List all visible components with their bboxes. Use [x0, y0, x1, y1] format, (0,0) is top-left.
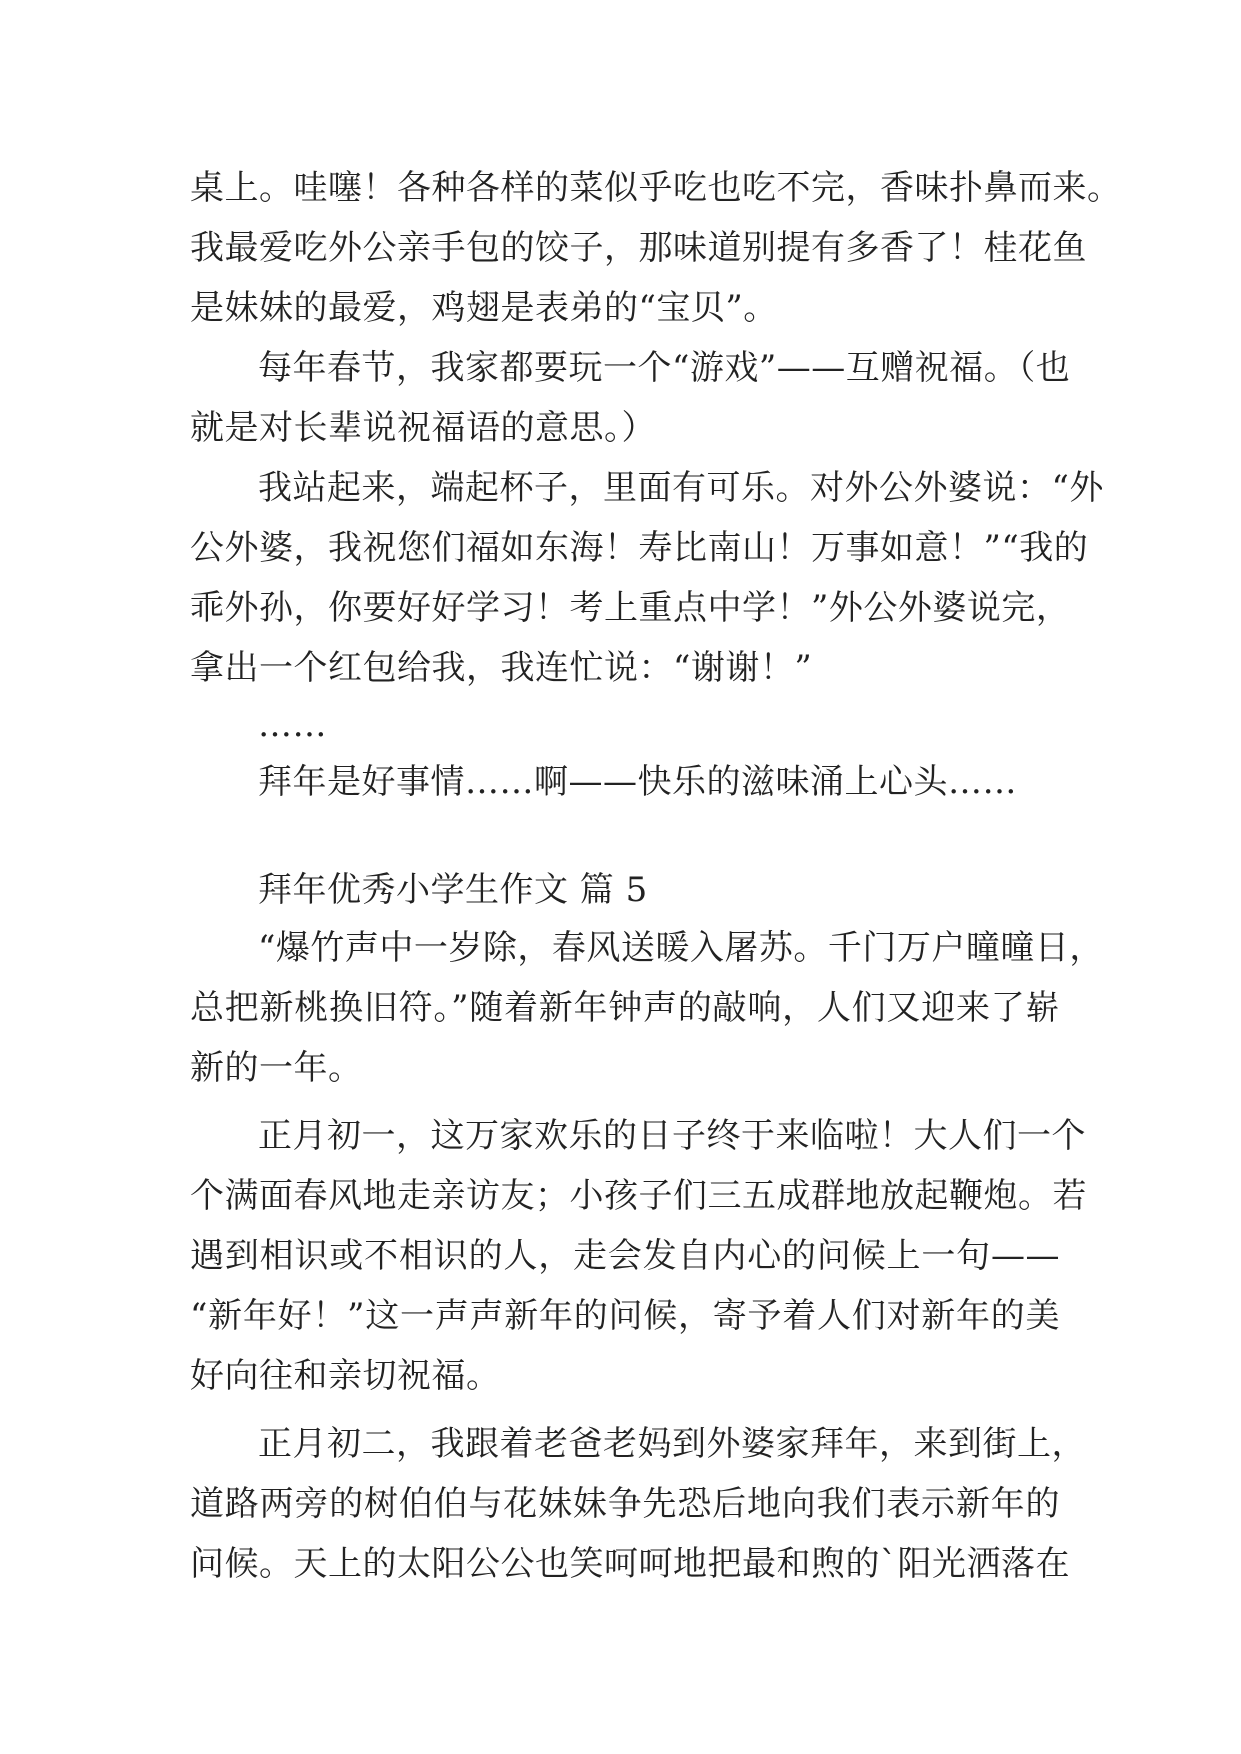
text-line: “新年好！”这一声声新年的问候，寄予着人们对新年的美	[190, 1296, 1060, 1336]
ellipsis-line: ……	[258, 705, 327, 745]
text-line: 遇到相识或不相识的人，走会发自内心的问候上一句——	[190, 1236, 1060, 1276]
text-line: 乖外孙，你要好好学习！考上重点中学！”外公外婆说完，	[190, 588, 1071, 628]
paragraph-start-line: 正月初一，这万家欢乐的日子终于来临啦！大人们一个	[258, 1116, 1086, 1156]
paragraph-start-line: 拜年是好事情……啊——快乐的滋味涌上心头……	[258, 762, 1017, 802]
text-line: 新的一年。	[190, 1048, 363, 1088]
text-line: 是妹妹的最爱，鸡翅是表弟的“宝贝”。	[190, 288, 778, 328]
text-line: 总把新桃换旧符。”随着新年钟声的敲响，人们又迎来了崭	[190, 988, 1060, 1028]
text-line: 问候。天上的太阳公公也笑呵呵地把最和煦的`阳光洒落在	[190, 1544, 1070, 1584]
paragraph-start-line: 每年春节，我家都要玩一个“游戏”——互赠祝福。（也	[258, 348, 1071, 388]
paragraph-start-line: “爆竹声中一岁除，春风送暖入屠苏。千门万户曈曈日，	[258, 928, 1104, 968]
paragraph-start-line: 我站起来，端起杯子，里面有可乐。对外公外婆说：“外	[258, 468, 1104, 508]
text-line: 桌上。哇噻！各种各样的菜似乎吃也吃不完，香味扑鼻而来。	[190, 168, 1122, 208]
text-line: 个满面春风地走亲访友；小孩子们三五成群地放起鞭炮。若	[190, 1176, 1087, 1216]
text-line: 公外婆，我祝您们福如东海！寿比南山！万事如意！”“我的	[190, 528, 1089, 568]
text-line: 就是对长辈说祝福语的意思。）	[190, 408, 656, 448]
text-line: 道路两旁的树伯伯与花妹妹争先恐后地向我们表示新年的	[190, 1484, 1060, 1524]
text-line: 我最爱吃外公亲手包的饺子，那味道别提有多香了！桂花鱼	[190, 228, 1087, 268]
section-heading: 拜年优秀小学生作文 篇 5	[258, 870, 648, 910]
text-line: 拿出一个红包给我，我连忙说：“谢谢！”	[190, 648, 813, 688]
paragraph-start-line: 正月初二，我跟着老爸老妈到外婆家拜年，来到街上，	[258, 1424, 1086, 1464]
text-line: 好向往和亲切祝福。	[190, 1356, 501, 1396]
